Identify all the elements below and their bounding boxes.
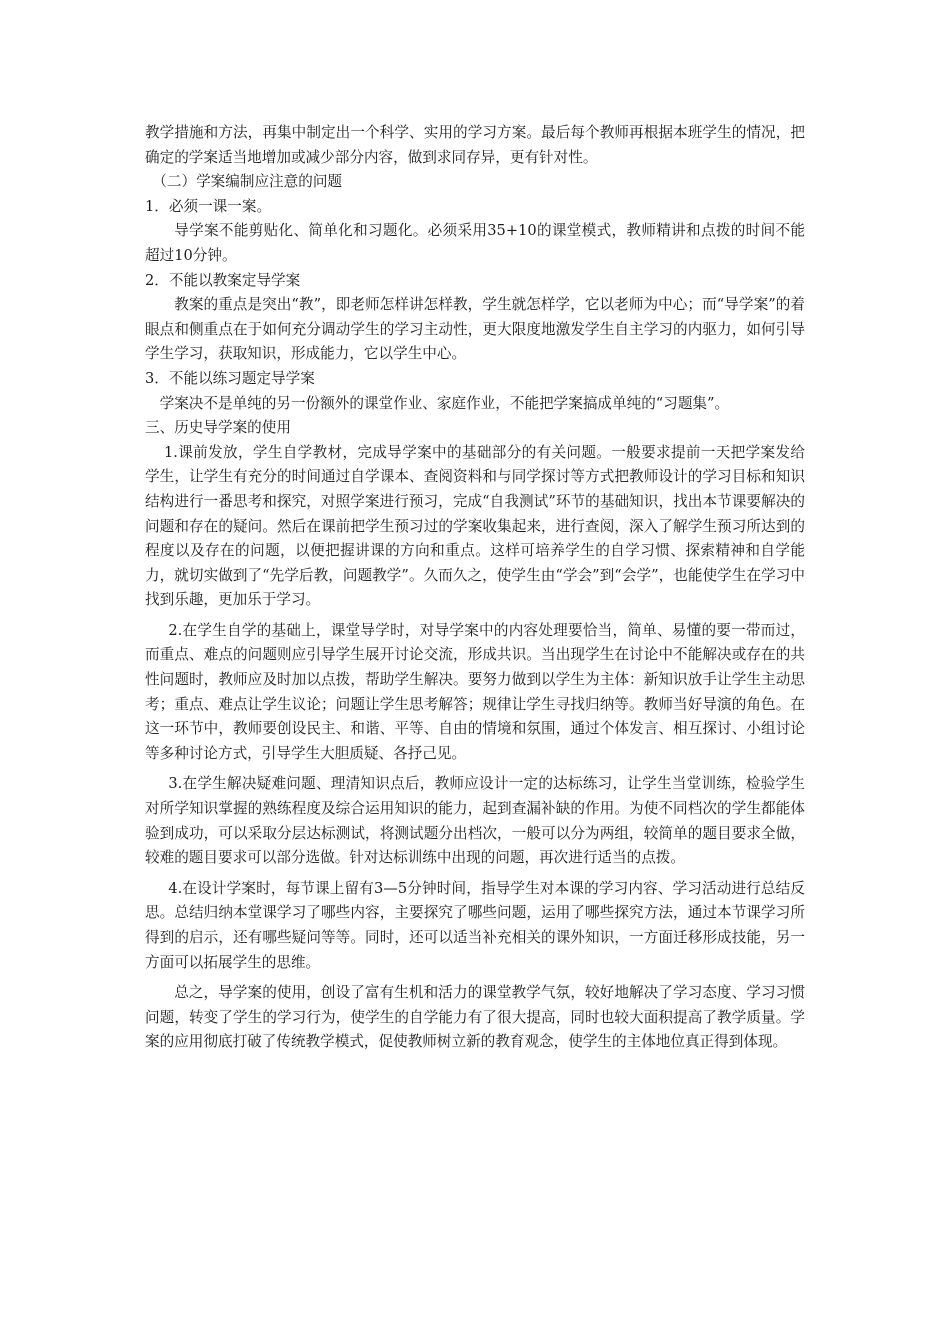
paragraph-use-step-4: 4.在设计学案时，每节课上留有3—5分钟时间，指导学生对本课的学习内容、学习活动进行总结反思。总结归纳本堂课学习了哪些内容，主要探究了哪些问题，运用了哪些探究方法，通过本节课学习所得到的启示，还有哪些疑问等等。同时，还可以适当补充相关的课外知识，一方面迁移形成技能，另一方面可以拓展学生的思维。: [145, 879, 805, 971]
paragraph-teaching-plan: 教案的重点是突出“教”，即老师怎样讲怎样教，学生就怎样学，它以老师为中心；而“导学案”的着眼点和侧重点在于如何充分调动学生的学习主动性，更大限度地激发学生自主学习的内驱力，如何引导学生学习，获取知识，形成能力，它以学生中心。: [145, 296, 805, 363]
subheading-1: 1．必须一课一案。: [145, 197, 272, 215]
paragraph-use-step-3: 3.在学生解决疑难问题、理清知识点后，教师应设计一定的达标练习，让学生当堂训练，检验学生对所学知识掌握的熟练程度及综合运用知识的能力，起到查漏补缺的作用。为使不同档次的学生都能体验到成功，可以采取分层达标测试，将测试题分出档次，一般可以分为两组，较简单的题目要求全做，较难的题目要求可以部分选做。针对达标训练中出现的问题，再次进行适当的点拨。: [145, 775, 805, 867]
section-heading-3: 三、历史导学案的使用: [145, 419, 291, 437]
section-heading-2: （二）学案编制应注意的问题: [152, 173, 343, 191]
paragraph-exercises: 学案决不是单纯的另一份额外的课堂作业、家庭作业，不能把学案搞成单纯的“习题集”。: [159, 394, 730, 412]
paragraph-use-step-2: 2.在学生自学的基础上，课堂导学时，对导学案中的内容处理要恰当，简单、易懂的要一带而过，而重点、难点的问题则应引导学生展开讨论交流，形成共识。当出现学生在讨论中不能解决或存在的共性问题时，教师应及时加以点拨，帮助学生解决。要努力做到以学生为主体：新知识放手让学生主动思考；重点、难点让学生议论；问题让学生思考解答；规律让学生寻找归纳等。教师当好导演的角色。在这一环节中，教师要创设民主、和谐、平等、自由的情境和氛围，通过个体发言、相互探讨、小组讨论等多种讨论方式，引导学生大胆质疑、各抒己见。: [145, 621, 805, 762]
paragraph-one-lesson-one-plan: 导学案不能剪贴化、简单化和习题化。必须采用35+10的课堂模式，教师精讲和点拨的时间不能超过10分钟。: [145, 222, 805, 264]
subheading-2: 2．不能以教案定导学案: [145, 271, 301, 289]
document-body: [145, 121, 805, 1055]
paragraph-conclusion: 总之，导学案的使用，创设了富有生机和活力的课堂教学气氛，较好地解决了学习态度、学习习惯问题，转变了学生的学习行为，使学生的自学能力有了很大提高，同时也较大面积提高了教学质量。学案的应用彻底打破了传统教学模式，促使教师树立新的教育观念，使学生的主体地位真正得到体现。: [145, 984, 805, 1051]
paragraph-intro-continuation: 教学措施和方法，再集中制定出一个科学、实用的学习方案。最后每个教师再根据本班学生的情况，把确定的学案适当地增加或减少部分内容，做到求同存异，更有针对性。: [145, 124, 805, 166]
paragraph-use-step-1: 1.课前发放，学生自学教材，完成导学案中的基础部分的有关问题。一般要求提前一天把学案发给学生，让学生有充分的时间通过自学课本、查阅资料和与同学探讨等方式把教师设计的学习目标和知识结构进行一番思考和探究，对照学案进行预习，完成“自我测试”环节的基础知识，找出本节课要解决的问题和存在的疑问。然后在课前把学生预习过的学案收集起来，进行查阅，深入了解学生预习所达到的程度以及存在的问题，以便把握讲课的方向和重点。这样可培养学生的自学习惯、探索精神和自学能力，就切实做到了“先学后教，问题教学”。久而久之，使学生由“学会”到“会学”，也能使学生在学习中找到乐趣，更加乐于学习。: [145, 443, 805, 609]
subheading-3: 3．不能以练习题定导学案: [145, 369, 315, 387]
